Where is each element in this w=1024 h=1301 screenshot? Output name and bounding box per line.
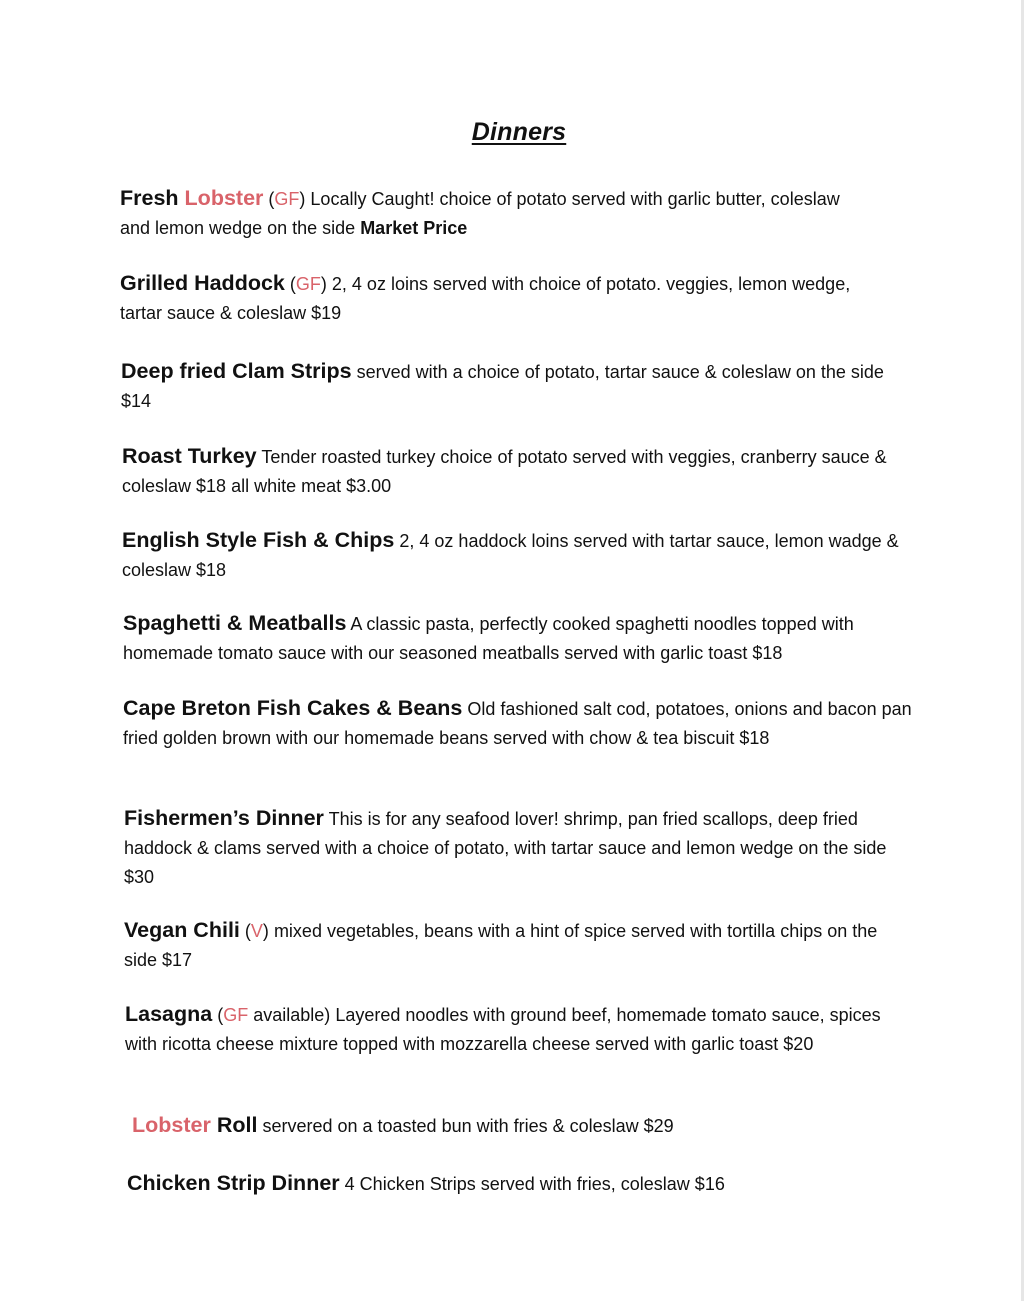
item-name: Cape Breton Fish Cakes & Beans — [123, 696, 463, 720]
item-description: This is for any seafood lover! shrimp, pan fried scallops, deep fried haddock & clams served with a choice of potato, with tartar sauce and lemon wedge on the side $30 — [124, 809, 887, 887]
item-description: servered on a toasted bun with fries & coleslaw $29 — [262, 1116, 674, 1136]
item-description: Tender roasted turkey choice of potato served with veggies, cranberry sauce & coleslaw $18 all white meat $3.00 — [122, 447, 887, 496]
item-description: 2, 4 oz haddock loins served with tartar sauce, lemon wadge & coleslaw $18 — [122, 531, 899, 580]
lobster-highlight: Lobster — [184, 186, 264, 210]
menu-item-roast-turkey — [122, 442, 912, 501]
item-description: Layered noodles with ground beef, homemade tomato sauce, spices with ricotta cheese mixture topped with mozzarella cheese served with garlic toast $20 — [125, 1005, 881, 1054]
menu-item-fish-cakes-beans — [123, 694, 918, 753]
item-description: Old fashioned salt cod, potatoes, onions and bacon pan fried golden brown with our homemade beans served with chow & tea biscuit $18 — [123, 699, 912, 748]
dietary-tag: (GF) — [268, 189, 306, 209]
menu-item-spaghetti-meatballs — [123, 609, 913, 668]
item-description: 2, 4 oz loins served with choice of potato. veggies, lemon wedge, tartar sauce & coleslaw $19 — [120, 274, 851, 323]
item-name: Spaghetti & Meatballs — [123, 611, 347, 635]
dietary-tag: (GF) — [289, 274, 327, 294]
menu-item-chicken-strip-dinner — [127, 1169, 907, 1199]
item-description: A classic pasta, perfectly cooked spaghetti noodles topped with homemade tomato sauce with our seasoned meatballs served with garlic toast $18 — [123, 614, 854, 663]
item-description: served with a choice of potato, tartar sauce & coleslaw on the side $14 — [121, 362, 884, 411]
menu-title: Dinners — [471, 118, 567, 146]
menu-item-fresh-lobster — [120, 184, 860, 243]
item-description: mixed vegetables, beans with a hint of spice served with tortilla chips on the side $17 — [124, 921, 878, 970]
menu-item-clam-strips — [121, 357, 901, 416]
menu-item-fishermens-dinner — [124, 804, 909, 892]
menu-item-lobster-roll — [132, 1111, 912, 1141]
item-name: English Style Fish & Chips — [122, 528, 395, 552]
item-description: Locally Caught! choice of potato served with garlic butter, coleslaw and lemon wedge on the side — [120, 189, 840, 238]
item-name: Grilled Haddock — [120, 271, 285, 295]
item-name: Vegan Chili — [124, 918, 240, 942]
item-description: 4 Chicken Strips served with fries, coleslaw $16 — [344, 1174, 725, 1194]
dietary-tag: (V) — [244, 921, 269, 941]
item-price: Market Price — [360, 218, 468, 238]
item-name: Fresh Lobster — [120, 186, 264, 210]
menu-item-fish-and-chips — [122, 526, 912, 585]
dietary-tag: (GF available) — [217, 1005, 331, 1025]
item-name: Fishermen’s Dinner — [124, 806, 324, 830]
item-name: Deep fried Clam Strips — [121, 359, 352, 383]
menu-item-lasagna — [125, 1000, 915, 1059]
item-name: Lasagna — [125, 1002, 213, 1026]
lobster-highlight: Lobster — [132, 1113, 211, 1137]
menu-item-vegan-chili — [124, 916, 914, 975]
item-name: Chicken Strip Dinner — [127, 1171, 340, 1195]
item-name: Roast Turkey — [122, 444, 257, 468]
item-name: Lobster Roll — [132, 1113, 258, 1137]
menu-item-grilled-haddock — [120, 269, 880, 328]
